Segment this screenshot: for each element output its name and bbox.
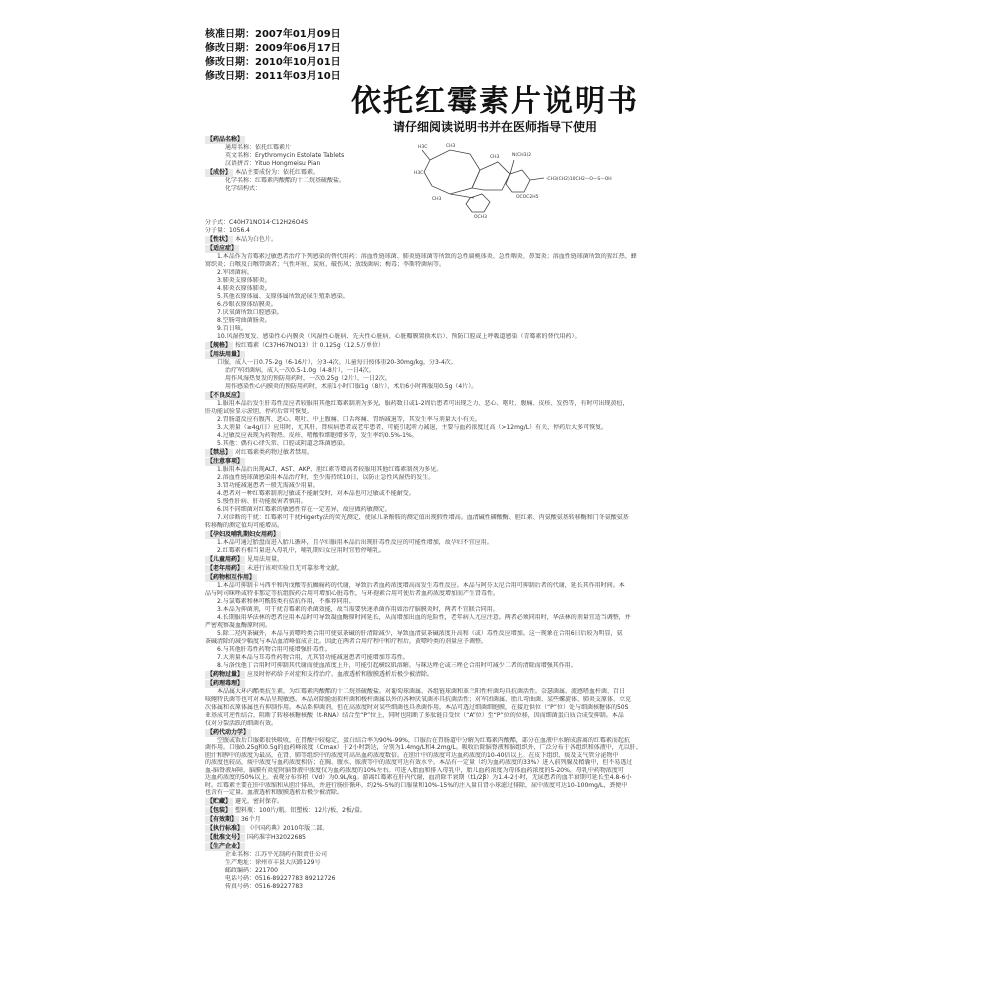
dosage-line: 治疗军团菌病，成人一次0.5-1.0g（4-8片），一日4次。	[225, 367, 375, 374]
indication-line: 窝织炎；白喉及白喉带菌者；气性坏疽、炭疽、破伤风；放线菌病；梅毒；李斯特菌病等。	[205, 261, 446, 268]
heading-standard: 【执行标准】	[207, 824, 244, 832]
revision-date-3: 修改日期：2011年03月10日	[205, 71, 341, 82]
heading-package: 【包装】	[207, 806, 232, 814]
pk-line: 血-脑脊液屏障，脑膜有炎症时脑脊液中浓度仅为血药浓度的10%左右。可进入胎血和排入母乳中，胎儿血药浓度为母体血药浓度的5-20%，母乳中药物浓度可	[205, 766, 624, 774]
section-adverse-reactions	[205, 391, 783, 448]
indication-line: 4.肺炎衣原体肺炎。	[217, 285, 271, 292]
pregnancy-line: 2.红霉素有相当量进入母乳中，哺乳期妇女应用时宜暂停哺乳。	[217, 547, 385, 554]
pk-line: 达血药浓度的50%以上。表观分布容积（Vd）为0.9L/kg。游离红霉素在肝内代谢，血消除半衰期（t1/2β）为1.4-2小时，无尿患者的血半衰期可延长至4.8-6小	[205, 774, 632, 781]
indication-line: 1.本品作为青霉素过敏患者治疗下列感染的替代用药：溶血性链球菌、肺炎链球菌等所致的急性扁桃体炎、急性咽炎、鼻窦炎；溶血性链球菌所致的猩红热、蜂	[217, 253, 637, 260]
generic-name: 通用名称：依托红霉素片	[225, 144, 292, 151]
precaution-line: 3.肾功能减退患者一般无需减少用量。	[217, 482, 319, 489]
validity-text: 36个月	[240, 815, 261, 823]
section-package	[205, 806, 783, 815]
dosage-line: 用作风湿热复发的预防用药时，一次0.25g（2片），一日2次。	[225, 375, 391, 382]
english-name: 英文名称：Erythromycin Estolate Tablets	[225, 152, 345, 159]
indication-line: 6.沙眼衣原体结膜炎。	[217, 301, 277, 308]
interaction-line: 严密观察凝血酶原时间。	[205, 622, 272, 629]
svg-text:OCOC2H5: OCOC2H5	[516, 195, 539, 200]
precaution-line: 1.服用本品后出现ALT、AST、AKP、胆红素等增高者较服用其他红霉素制剂为多见。	[217, 466, 443, 473]
precaution-line: 6.因不同细菌对红霉素的敏感性存在一定差异，故应做药敏测定。	[217, 506, 391, 513]
structure-label: 化学结构式：	[225, 185, 262, 192]
section-indications	[205, 244, 783, 341]
svg-text:CH3: CH3	[490, 155, 500, 160]
indication-line: 10.风湿热复发、感染性心内膜炎（风湿性心脏病、先天性心脏病、心脏瓣膜置换术后）、预防口腔或上呼吸道感染（青霉素的替代用药）。	[217, 333, 581, 340]
section-interactions	[205, 573, 783, 670]
svg-text:CH3: CH3	[432, 197, 442, 202]
section-children	[205, 555, 783, 564]
heading-approval: 【批准文号】	[207, 833, 244, 841]
approval-date: 核准日期：2007年01月09日	[205, 29, 341, 40]
section-approval	[205, 833, 783, 842]
section-elderly	[205, 564, 783, 573]
svg-text:OCH3: OCH3	[474, 215, 487, 218]
interaction-line: 4.长期服用华法林的患者应用本品时可导致凝血酶原时间延长，从而增加出血的危险性，老年病人尤应注意。两者必须同用时，华法林的剂量宜适当调整，并	[217, 614, 631, 621]
svg-text:H3C: H3C	[418, 145, 428, 150]
precaution-line: 转移酶的测定值均可能增高。	[205, 522, 284, 529]
composition-main: 本品主要成份为：依托红霉素。	[234, 169, 319, 176]
svg-text:H3C: H3C	[414, 171, 424, 176]
document-subtitle: 请仔细阅读说明书并在医师指导下使用	[392, 120, 597, 134]
pk-line: 菌作用。口服0.25g和0.5g的血药峰浓度（Cmax）于2小时到达，分别为1.4mg/L和4.2mg/L。吸收后除脑脊液和脑组织外，广泛分布于各组织和体液中，尤以肝、	[205, 744, 642, 751]
pk-line: 胆汁和脾中的浓度为最高，在肾、肺等组织中的浓度可高出血药浓度数倍。在胆汁中的浓度可达血药浓度的10-40倍以上。在皮下组织、痰及支气管分泌物中	[205, 751, 619, 759]
indication-line: 9.百日咳。	[217, 325, 247, 332]
contraindications-text: 对红霉素类药物过敏者禁用。	[234, 449, 313, 456]
adverse-line: 1.服用本品后发生肝毒性反应者较服用其他红霉素制剂为多见，服药数日或1-2周后患者可出现乏力、恶心、呕吐、腹痛、皮疹、发热等，有时可出现黄疸，	[217, 400, 629, 407]
pharmacology-line: 仅对分裂活跃的细菌有效。	[205, 720, 278, 727]
section-validity	[205, 815, 783, 824]
adverse-line: 5.其他：偶有心律失常、口腔或阴道念珠菌感染。	[217, 440, 349, 447]
pharmacology-line: 亚基成可逆性结合，阻断了转移核糖核酸（t-RNA）结合至“P”位上，同时也阻断了多肽链自受位（“A”位）至“P”位的位移，因而细菌蛋白质合成受抑制。本品	[205, 712, 624, 719]
elderly-text: 未进行该项实验且无可靠参考文献。	[246, 565, 343, 572]
interaction-line: 5.除二羟丙茶碱外，本品与黄嘌呤类合用可使氨茶碱的肝清除减少，导致血清氨茶碱浓度升高和（或）毒性反应增加。这一现象在合用6日后较为明显，氨	[217, 630, 623, 637]
pk-line: 也含有一定量。血液透析和腹膜透析后极少被清除。	[205, 789, 344, 796]
leaflet-content	[205, 135, 783, 891]
overdose-text: 应及时停药给予对症和支持治疗。血液透析和腹膜透析后极少被清除。	[246, 671, 433, 678]
heading-appearance: 【性状】	[207, 236, 232, 243]
section-storage	[205, 797, 783, 806]
heading-children: 【儿童用药】	[207, 556, 244, 563]
section-pharmacokinetics	[205, 728, 783, 797]
precaution-line: 4.患者对一种红霉素制剂过敏或不能耐受时，对本品也可过敏或不能耐受。	[217, 490, 415, 497]
interaction-line: 3.本品为抑菌剂，可干扰青霉素的杀菌效能，故当需要快速杀菌作用如治疗脑膜炎时，两者不宜联合同用。	[217, 606, 499, 613]
section-drug-name	[205, 135, 783, 168]
interaction-line: 6.与其他肝毒性药物合用可能增强肝毒性。	[217, 646, 331, 653]
heading-interactions: 【药物相互作用】	[207, 574, 256, 581]
section-standard	[205, 824, 783, 833]
svg-text:N(CH3)2: N(CH3)2	[512, 153, 532, 158]
section-overdose	[205, 670, 783, 679]
children-text: 见用法用量。	[246, 556, 283, 563]
adverse-line: 3.大剂量（≥4g/日）应用时，尤其肝、肾疾病患者或老年患者，可能引起听力减退，主要与血药浓度过高（>12mg/L）有关，停药后大多可恢复。	[217, 424, 608, 431]
indication-line: 5.其他衣原体属、支原体属所致泌尿生殖系感染。	[217, 293, 349, 300]
spec-text: 按红霉素（C37H67NO13）计 0.125g（12.5万单位）	[234, 342, 385, 349]
heading-validity: 【有效期】	[207, 815, 238, 823]
interaction-line: 7.大剂量本品与耳毒性药物合用，尤其肾功能减退患者可能增加耳毒性。	[217, 654, 409, 661]
heading-storage: 【贮藏】	[207, 797, 232, 805]
section-precautions	[205, 457, 783, 530]
section-appearance	[205, 235, 783, 244]
package-text: 塑料瓶：100片/瓶。铝塑板：12片/板，2板/盒。	[234, 806, 366, 814]
indication-line: 3.肺炎支原体肺炎。	[217, 277, 271, 284]
chemical-name: 化学名称：红霉素丙酸酯的十二烷基硫酸盐。	[225, 177, 346, 184]
pharmacology-line: 本品属大环内酯类抗生素，为红霉素丙酸酯的十二烷基硫酸盐。对葡萄球菌属、各组链球菌和革兰阳性杆菌均具抗菌活性。奈瑟菌属、流感嗜血杆菌、百日	[217, 688, 626, 695]
heading-drug-name: 【药品名称】	[207, 136, 244, 143]
revision-date-1: 修改日期：2009年06月17日	[205, 43, 341, 54]
section-manufacturer	[205, 842, 783, 891]
heading-dosage: 【用法用量】	[207, 351, 244, 358]
manufacturer-postcode: 邮政编码：221700	[225, 866, 278, 874]
pharmacology-line: 次体属和衣原体属也有抑制作用。本品系抑菌剂，但在高浓度时对某些细菌也具杀菌作用。本品可透过细菌细胞膜，在接近供位（“P”位）处与细菌核糖体的50S	[205, 704, 629, 711]
heading-indications: 【适应症】	[207, 245, 238, 252]
heading-pregnancy: 【孕妇及哺乳期妇女用药】	[207, 531, 280, 538]
manufacturer-name: 企业名称：江苏平光制药有限责任公司	[225, 850, 328, 858]
revision-date-2: 修改日期：2010年10月01日	[205, 57, 341, 68]
section-contraindications	[205, 448, 783, 457]
manufacturer-fax: 传真号码：0516-89227783	[225, 882, 303, 890]
approval-text: 国药准字H32022685	[246, 833, 306, 841]
pregnancy-line: 1.本品可通过胎盘而进入胎儿循环，且孕妇服用本品后出现肝毒性反应的可能性增加，故孕妇不宜应用。	[217, 539, 493, 546]
heading-overdose: 【药物过量】	[207, 671, 244, 678]
section-pharmacology	[205, 679, 783, 728]
indication-line: 2.军团菌病。	[217, 269, 253, 276]
heading-manufacturer: 【生产企业】	[207, 842, 244, 850]
section-pregnancy	[205, 530, 783, 555]
svg-text:CH3: CH3	[446, 144, 456, 149]
molecular-weight: 分子量：1056.4	[205, 227, 250, 234]
standard-text: 《中国药典》2010年版二部。	[246, 824, 329, 832]
pk-line: 空腹或饭后口服都很快吸收，在胃酸中较稳定，蛋白结合率为90%-99%，口服后在胃肠道中分解为红霉素丙酸酯，部分在血液中水解成游离的红霉素而起抗	[217, 736, 630, 744]
heading-pharmacokinetics: 【药代动力学】	[207, 729, 250, 736]
molecular-formula: 分子式：C40H71NO14·C12H26O4S	[205, 219, 309, 226]
pk-line: 时。红霉素主要在肝中浓缩和从胆汁排出，并进行肠肝循环，约2%-5%的口服量和10%-15%的注入量自肾小球滤过排除，尿中浓度可达10-100mg/L，粪便中	[205, 781, 628, 789]
interaction-line: 8.与洛伐他丁合用时可抑制其代谢而使血浓度上升，可能引起横纹肌溶解。与咪达唑仑或三唑仑合用时可减少二者的清除而增强其作用。	[217, 662, 577, 669]
interaction-line: 品与阿司咪唑或特非那定等抗组胺药合用可增加心脏毒性，与环孢素合用可使后者血药浓度增加而产生肾毒性。	[205, 590, 500, 597]
dosage-line: 口服，成人一日0.75-2g（6-16片），分3-4次。儿童每日按体重20-30mg/kg，分3-4次。	[217, 359, 457, 366]
dosage-line: 用作感染性心内膜炎的预防用药时，术前1小时口服1g（8片），术后6小时再服用0.5g（4片）。	[225, 383, 478, 390]
heading-precautions: 【注意事项】	[207, 458, 244, 465]
section-dosage	[205, 350, 783, 391]
section-composition	[205, 168, 783, 235]
appearance-text: 本品为白色片。	[234, 236, 277, 243]
pk-line: 的浓度也较高，痰中浓度与血药浓度相仿；在胸、腹水、脓液等中的浓度可达有效水平。本品有一定量（约为血药浓度的33%）进入前列腺及精囊中，但不易透过	[205, 759, 633, 766]
manufacturer-address: 生产地址：徐州市丰县大庆路129号	[225, 858, 321, 866]
heading-spec: 【规格】	[207, 342, 232, 349]
interaction-line: 茶碱清除的减少幅度与本品血清峰值成正比。因此在两者合用疗程中和疗程后，黄嘌呤类的剂量应予调整。	[205, 638, 488, 645]
section-spec	[205, 341, 783, 350]
pinyin-name: 汉语拼音：Yituo Hongmeisu Pian	[225, 160, 321, 167]
sulfate-label: ·CH3(CH2)10CH2—O—S—OH	[546, 177, 612, 182]
heading-adverse: 【不良反应】	[207, 392, 244, 399]
document-title: 依托红霉素片说明书	[351, 84, 639, 119]
manufacturer-phone: 电话号码：0516-89227783 89212726	[225, 874, 336, 882]
precaution-line: 5.慢性肝病、肝功能损害者慎用。	[217, 498, 307, 505]
precaution-line: 7.对诊断的干扰：红霉素可干扰Higerty法的荧光测定，使尿儿茶酚胺的测定值出现假性增高。血清碱性磷酸酶、胆红素、丙氨酸氨基转移酶和门冬氨酸氨基	[217, 514, 629, 521]
storage-text: 避光，密封保存。	[234, 797, 283, 805]
heading-composition: 【成份】	[207, 169, 232, 176]
heading-elderly: 【老年用药】	[207, 565, 244, 572]
adverse-line: 2.胃肠道反应有腹泻、恶心、呕吐、中上腹痛、口舌疼痛、胃纳减退等，其发生率与剂量大小有关。	[217, 416, 481, 423]
heading-pharmacology: 【药理毒理】	[207, 680, 244, 687]
precaution-line: 2.溶血性链球菌感染用本品治疗时，至少需持续10日，以防止急性风湿热的发生。	[217, 474, 435, 481]
interaction-line: 2.与氯霉素和林可酰胺类有拮抗作用，不推荐同用。	[217, 598, 355, 605]
indication-line: 7.厌氧菌所致口腔感染。	[217, 309, 283, 316]
heading-contraindications: 【禁忌】	[207, 449, 232, 456]
interaction-line: 1.本品可抑制卡马西平和丙戊酸等抗癫痫药的代谢，导致后者血药浓度增高而发生毒性反应。本品与阿芬太尼合用可抑制后者的代谢，延长其作用时间。本	[217, 582, 625, 589]
pharmacology-line: 咳鲍特氏菌等也可对本品呈现敏感。本品对除脆弱拟杆菌和梭杆菌属以外的各种厌氧菌亦具抗菌活性；对军团菌属、胎儿弯曲菌、某些螺旋体、肺炎支原体、立克	[205, 696, 632, 703]
adverse-line: 肝功能试验显示淤胆，停药后常可恢复。	[205, 408, 314, 415]
indication-line: 8.空肠弯曲菌肠炎。	[217, 317, 271, 324]
adverse-line: 4.过敏反应表现为药物热、皮疹、嗜酸粒细胞增多等，发生率约0.5%-1%。	[217, 432, 418, 439]
